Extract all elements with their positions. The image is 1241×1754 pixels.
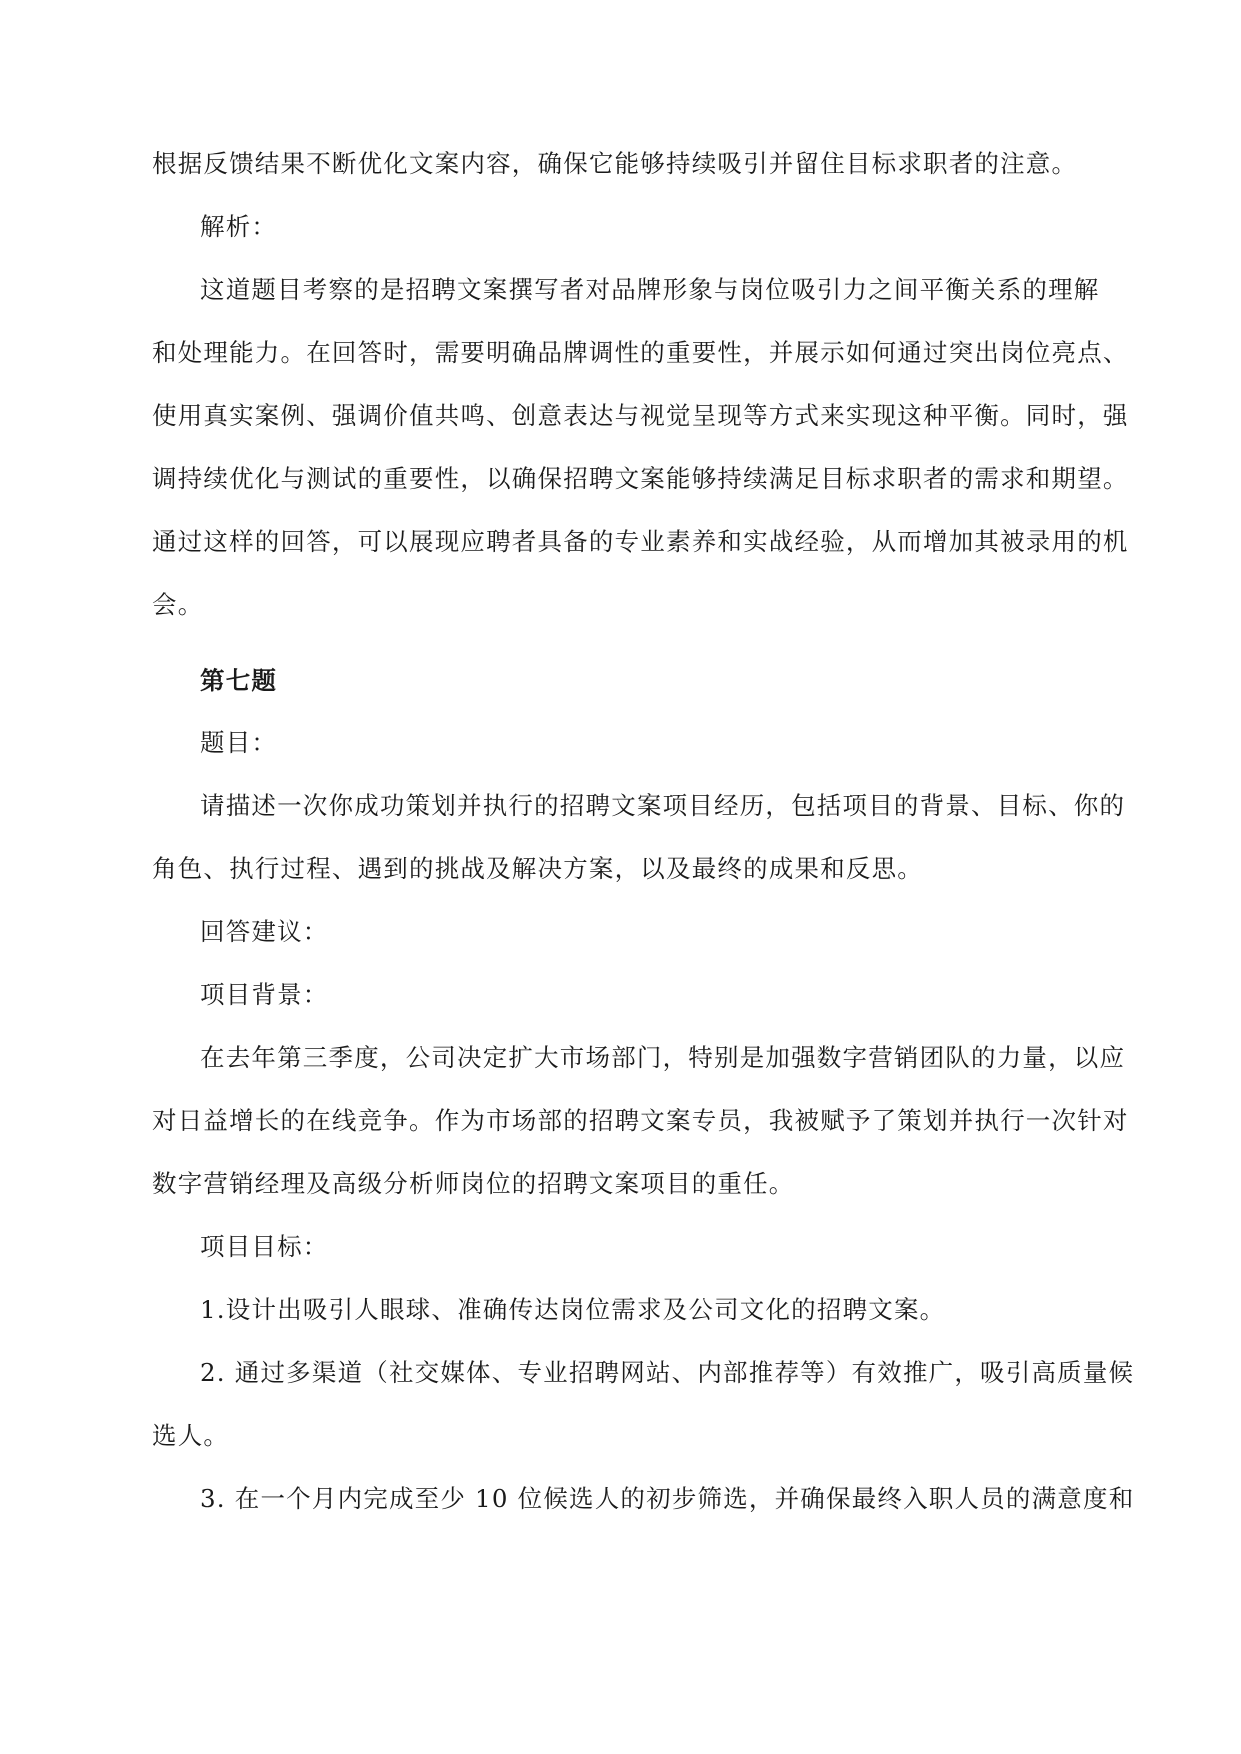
text-line: 选人。 <box>152 1421 230 1450</box>
text-line: 对日益增长的在线竞争。作为市场部的招聘文案专员，我被赋予了策划并执行一次针对 <box>152 1106 1129 1135</box>
list-item: 3. 在一个月内完成至少 10 位候选人的初步筛选，并确保最终入职人员的满意度和 <box>200 1484 1135 1513</box>
text-line: 通过这样的回答，可以展现应聘者具备的专业素养和实战经验，从而增加其被录用的机 <box>152 527 1129 556</box>
list-item: 1.设计出吸引人眼球、准确传达岗位需求及公司文化的招聘文案。 <box>200 1295 946 1324</box>
answer-label: 回答建议： <box>200 917 329 946</box>
subsection-label: 项目背景： <box>200 980 329 1009</box>
section-heading: 第七题 <box>200 666 278 695</box>
text-line: 会。 <box>152 590 204 619</box>
text-line: 这道题目考察的是招聘文案撰写者对品牌形象与岗位吸引力之间平衡关系的理解 <box>200 275 1100 304</box>
text-line: 在去年第三季度，公司决定扩大市场部门，特别是加强数字营销团队的力量，以应 <box>200 1043 1126 1072</box>
text-line: 根据反馈结果不断优化文案内容，确保它能够持续吸引并留住目标求职者的注意。 <box>152 149 1078 178</box>
text-line: 请描述一次你成功策划并执行的招聘文案项目经历，包括项目的背景、目标、你的 <box>200 791 1126 820</box>
text-line: 和处理能力。在回答时，需要明确品牌调性的重要性，并展示如何通过突出岗位亮点、 <box>152 338 1129 367</box>
analysis-label: 解析： <box>200 212 278 241</box>
text-line: 使用真实案例、强调价值共鸣、创意表达与视觉呈现等方式来实现这种平衡。同时，强 <box>152 401 1129 430</box>
text-line: 调持续优化与测试的重要性，以确保招聘文案能够持续满足目标求职者的需求和期望。 <box>152 464 1129 493</box>
question-label: 题目： <box>200 728 278 757</box>
text-line: 角色、执行过程、遇到的挑战及解决方案，以及最终的成果和反思。 <box>152 854 923 883</box>
subsection-label: 项目目标： <box>200 1232 329 1261</box>
list-item: 2. 通过多渠道（社交媒体、专业招聘网站、内部推荐等）有效推广，吸引高质量候 <box>200 1358 1135 1387</box>
text-line: 数字营销经理及高级分析师岗位的招聘文案项目的重任。 <box>152 1169 795 1198</box>
